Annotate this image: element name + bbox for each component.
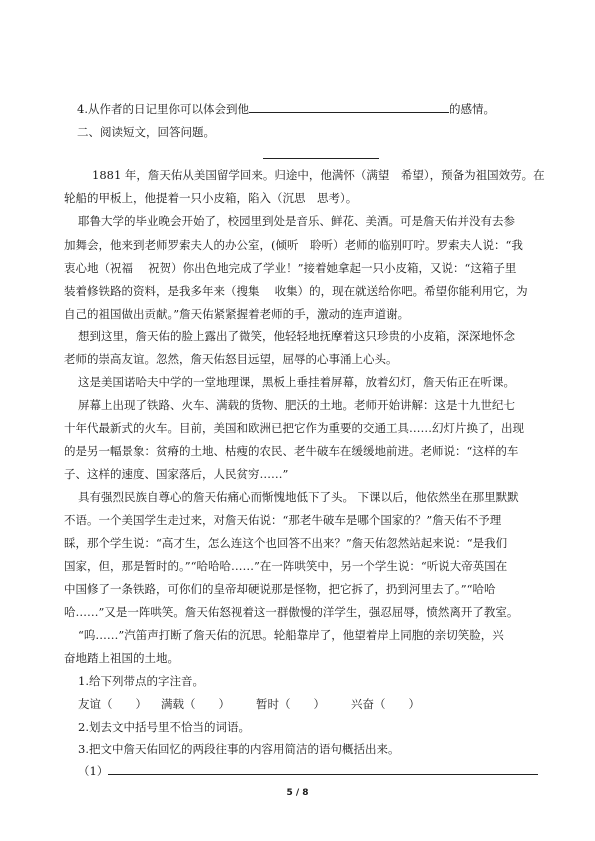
question-3-sub-1 [0,763,595,779]
passage-line: “呜……”汽笛声打断了詹天佑的沉思。轮船靠岸了，他望着岸上同胞的亲切笑脸，兴 [78,628,504,642]
passage-line: 国家，但，那是暂时的。”“哈哈哈……”在一阵哄笑中，另一个学生说：“听说大帝英国在 [64,559,508,573]
passage-line: 的是另一幅景象：贫瘠的土地、枯瘦的农民、老牛破车在缓缓地前进。老师说：“这样的车 [64,444,519,458]
passage-line: 中国修了一条铁路，可你们的皇帝却硬说那是怪物，把它拆了，扔到河里去了。”“哈哈 [64,582,496,596]
passage-line: 耶鲁大学的毕业晚会开始了，校园里到处是音乐、鲜花、美酒。可是詹天佑并没有去参 [78,214,515,228]
passage-line: 具有强烈民族自尊心的詹天佑痛心而惭愧地低下了头。 下课以后，他依然坐在那里默默 [78,490,519,504]
section-2-heading: 二、阅读短文，回答问题。 [77,125,215,139]
pinyin-item[interactable]: 暂时（ ） [256,697,325,711]
passage-line: 装着修铁路的资料，是我多年来（搜集 收集）的，现在就送给你吧。希望你能利用它，为 [64,284,528,298]
question-1-items [0,696,595,712]
passage-line: 这是美国诺哈夫中学的一堂地理课，黑板上垂挂着屏幕，放着幻灯，詹天佑正在听课。 [78,375,515,389]
passage-line: 衷心地（祝福 祝贺）你出色地完成了学业！”接着她拿起一只小皮箱，又说：“这箱子里 [64,261,517,275]
passage-line: 屏幕上出现了铁路、火车、满载的货物、肥沃的土地。老师开始讲解：这是十九世纪七 [78,398,515,412]
passage-line: 加舞会，他来到老师罗索夫人的办公室，(倾听 聆听）老师的临别叮咛。罗索夫人说：“我 [64,238,523,252]
question-2: 2.划去文中括号里不恰当的词语。 [78,720,250,734]
passage-line: 1881 年，詹天佑从美国留学回来。归途中，他满怀（满望 希望），预备为祖国效劳。在 [92,168,545,182]
passage-line: 轮船的甲板上，他提着一只小皮箱，陷入（沉思 思考）。 [64,191,358,205]
passage-line: 老师的崇高友谊。忽然，詹天佑怒目远望，屈辱的心事涌上心头。 [64,352,398,366]
pinyin-item[interactable]: 满载（ ） [161,697,230,711]
pinyin-item[interactable]: 兴奋（ ） [351,697,420,711]
pinyin-item[interactable]: 友谊（ ） [78,697,147,711]
passage-line: 哈……”又是一阵哄笑。詹天佑怒视着这一群傲慢的洋学生，强忍屈辱，愤然离开了教室。 [64,605,519,619]
question-3: 3.把文中詹天佑回忆的两段往事的内容用简洁的语句概括出来。 [78,742,400,756]
question-4 [0,101,595,117]
sub-question-label: （1） [78,764,109,778]
question-4-prefix: 4.从作者的日记里你可以体会到他 [77,102,249,116]
question-4-suffix: 的感情。 [448,102,495,116]
passage-line: 想到这里，詹天佑的脸上露出了微笑，他轻轻地抚摩着这只珍贵的小皮箱，深深地怀念 [78,329,515,343]
passage-line: 睬，那个学生说：“高才生，怎么连这个也回答不出来？”詹天佑忽然站起来说：“是我们 [64,536,508,550]
passage-line: 十年代最新式的火车。目前，美国和欧洲已把它作为重要的交通工具……幻灯片换了，出现 [64,421,524,435]
question-1: 1.给下列带点的字注音。 [78,674,204,688]
passage-line: 子、这样的速度、国家落后，人民贫穷……” [64,467,289,481]
page-number: 5 / 8 [286,788,309,798]
answer-blank[interactable] [108,763,538,775]
answer-blank[interactable] [249,101,449,113]
passage-line: 自己的祖国做出贡献。”詹天佑紧紧握着老师的手，激动的连声道谢。 [64,307,410,321]
title-blank-line [263,158,379,159]
passage-line: 不语。一个美国学生走过来，对詹天佑说：“那老牛破车是哪个国家的？”詹天佑不予理 [64,513,502,527]
passage-line: 奋地踏上祖国的土地。 [64,651,179,665]
